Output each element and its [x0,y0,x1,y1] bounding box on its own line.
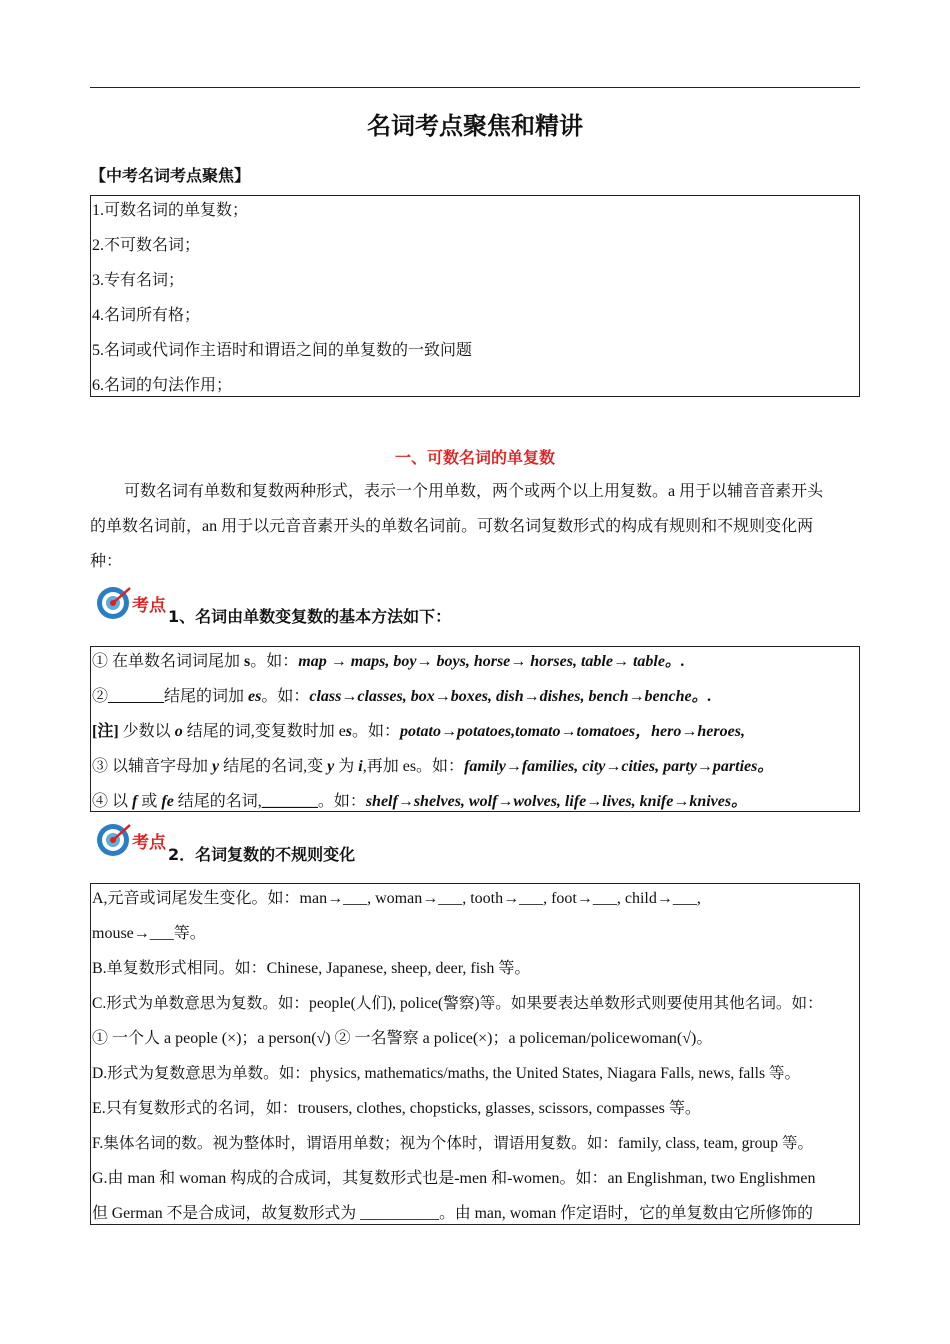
kaodian-badge [96,585,168,621]
irregular-row: E.只有复数形式的名词，如：trousers, clothes, chopsticks, glasses, scissors, compasses 等。 [92,1100,701,1117]
irregular-row: mouse→___等。 [92,925,206,942]
example-text: family→families, city→cities, party→parties。 [464,758,774,775]
note-label: [注] [92,723,119,740]
focus-item: 6.名词的句法作用； [92,377,233,394]
example-text: shelf→shelves, wolf→wolves, life→lives, knife→knives。 [365,793,748,810]
rule-row: ④ 以 f 或 fe 结尾的名词,_______。如：shelf→shelves, wolf→wolves, life→lives, knife→knives。 [92,793,748,810]
fill-blank: _______ [108,688,165,705]
point2-box [90,883,860,1225]
rule-row: [注] 少数以 o 结尾的词,变复数时加 es。如：potato→potatoes,tomato→tomatoes，hero→heroes, [92,723,745,740]
target-icon [96,585,136,621]
fill-blank: _______ [261,793,318,810]
rule-row: ②_______结尾的词加 es。如：class→classes, box→boxes, dish→dishes, bench→benche。. [92,688,712,705]
example-text: map → maps, boy→ boys, horse→ horses, table→ table。. [298,653,685,670]
focus-item: 3.专有名词； [92,272,185,289]
top-rule [90,87,860,88]
point2-heading: 2．名词复数的不规则变化 [168,845,356,864]
focus-item: 5.名词或代词作主语时和谓语之间的单复数的一致问题 [92,342,473,359]
point1-heading: 1、名词由单数变复数的基本方法如下： [168,607,452,626]
example-text: potato→potatoes,tomato→tomatoes，hero→heroes, [400,723,745,740]
intro-line: 可数名词有单数和复数两种形式，表示一个用单数，两个或两个以上用复数。a 用于以辅音音素开头 [124,483,824,500]
focus-heading: 【中考名词考点聚焦】 [90,166,251,185]
irregular-row: D.形式为复数意思为单数。如：physics, mathematics/maths, the United States, Niagara Falls, news, falls 等。 [92,1065,801,1082]
intro-line: 种： [90,553,123,570]
rule-row: ① 在单数名词词尾加 s。如：map → maps, boy→ boys, horse→ horses, table→ table。. [92,653,685,670]
focus-item: 2.不可数名词； [92,237,201,254]
irregular-row: C.形式为单数意思为复数。如：people(人们), police(警察)等。如果要表达单数形式则要使用其他名词。如： [92,995,823,1012]
focus-list-box [90,195,860,397]
badge-label: 考点 [132,596,166,616]
irregular-row: F.集体名词的数。视为整体时，谓语用单数；视为个体时，谓语用复数。如：family, class, team, group 等。 [92,1135,814,1152]
irregular-row: A,元音或词尾发生变化。如：man→___, woman→___, tooth→___, foot→___, child→___, [92,890,701,907]
kaodian-badge [96,822,168,858]
point1-box [90,646,860,812]
focus-item: 1.可数名词的单复数； [92,202,249,219]
target-icon [96,822,136,858]
badge-label: 考点 [132,833,166,853]
irregular-row: 但 German 不是合成词，故复数形式为 __________。由 man, woman 作定语时，它的单复数由它所修饰的 [92,1205,813,1222]
section-heading: 一、可数名词的单复数 [394,448,555,467]
intro-paragraph [90,474,860,579]
page-title: 名词考点聚焦和精讲 [367,112,583,140]
irregular-row: ① 一个人 a people (×)；a person(√) ② 一名警察 a police(×)；a policeman/policewoman(√)。 [92,1030,713,1047]
intro-line: 的单数名词前，an 用于以元音音素开头的单数名词前。可数名词复数形式的构成有规则和不规则变化两 [90,518,814,535]
irregular-row: G.由 man 和 woman 构成的合成词，其复数形式也是-men 和-women。如：an Englishman, two Englishmen [92,1170,816,1187]
rule-row: ③ 以辅音字母加 y 结尾的名词,变 y 为 i,再加 es。如：family→families, city→cities, party→parties。 [92,758,774,775]
irregular-row: B.单复数形式相同。如：Chinese, Japanese, sheep, deer, fish 等。 [92,960,531,977]
example-text: class→classes, box→boxes, dish→dishes, bench→benche。. [309,688,712,705]
focus-item: 4.名词所有格； [92,307,201,324]
